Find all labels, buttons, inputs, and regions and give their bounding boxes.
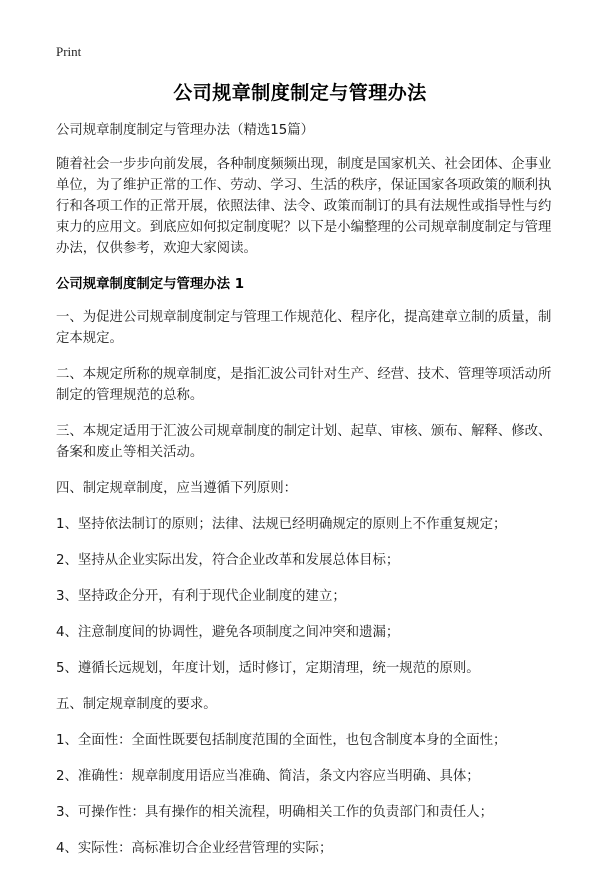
page-title: 公司规章制度制定与管理办法 <box>173 82 427 104</box>
paragraph: 五、制定规章制度的要求。 <box>56 697 217 712</box>
paragraph: 三、本规定适用于汇波公司规章制度的制定计划、起草、审核、颁布、解释、修改、备案和废止等相关活动。 <box>56 424 552 460</box>
document-body <box>56 120 556 874</box>
paragraph: 3、坚持政企分开，有利于现代企业制度的建立； <box>56 589 346 604</box>
paragraph: 4、实际性：高标准切合企业经营管理的实际； <box>56 841 333 856</box>
section-heading: 公司规章制度制定与管理办法 1 <box>56 277 245 292</box>
intro-paragraph: 随着社会一步步向前发展，各种制度频频出现，制度是国家机关、社会团体、企事业单位，为了维护正常的工作、劳动、学习、生活的秩序，保证国家各项政策的顺利执行和各项工作的正常开展，依照法律、法令、政策而制订的具有法规性或指导性与约束力的应用文。到底应如何拟定制度呢？以下是小编整理的公司规章制度制定与管理办法，仅供参考，欢迎大家阅读。 <box>56 157 552 256</box>
paragraph: 2、坚持从企业实际出发，符合企业改革和发展总体目标； <box>56 553 400 568</box>
paragraph: 3、可操作性：具有操作的相关流程，明确相关工作的负责部门和责任人； <box>56 805 494 820</box>
paragraph: 四、制定规章制度，应当遵循下列原则： <box>56 481 298 496</box>
print-label: Print <box>56 44 82 59</box>
paragraph: 1、坚持依法制订的原则；法律、法规已经明确规定的原则上不作重复规定； <box>56 517 507 532</box>
paragraph: 4、注意制度间的协调性，避免各项制度之间冲突和遗漏； <box>56 625 400 640</box>
subtitle: 公司规章制度制定与管理办法（精选15篇） <box>56 123 315 138</box>
paragraph: 2、准确性：规章制度用语应当准确、简洁，条文内容应当明确、具体； <box>56 769 480 784</box>
paragraph: 1、全面性：全面性既要包括制度范围的全面性，也包含制度本身的全面性； <box>56 733 507 748</box>
paragraph: 一、为促进公司规章制度制定与管理工作规范化、程序化，提高建章立制的质量，制定本规定。 <box>56 310 552 346</box>
paragraph: 二、本规定所称的规章制度，是指汇波公司针对生产、经营、技术、管理等项活动所制定的管理规范的总称。 <box>56 367 552 403</box>
paragraph: 5、遵循长远规划，年度计划，适时修订，定期清理，统一规范的原则。 <box>56 661 480 676</box>
